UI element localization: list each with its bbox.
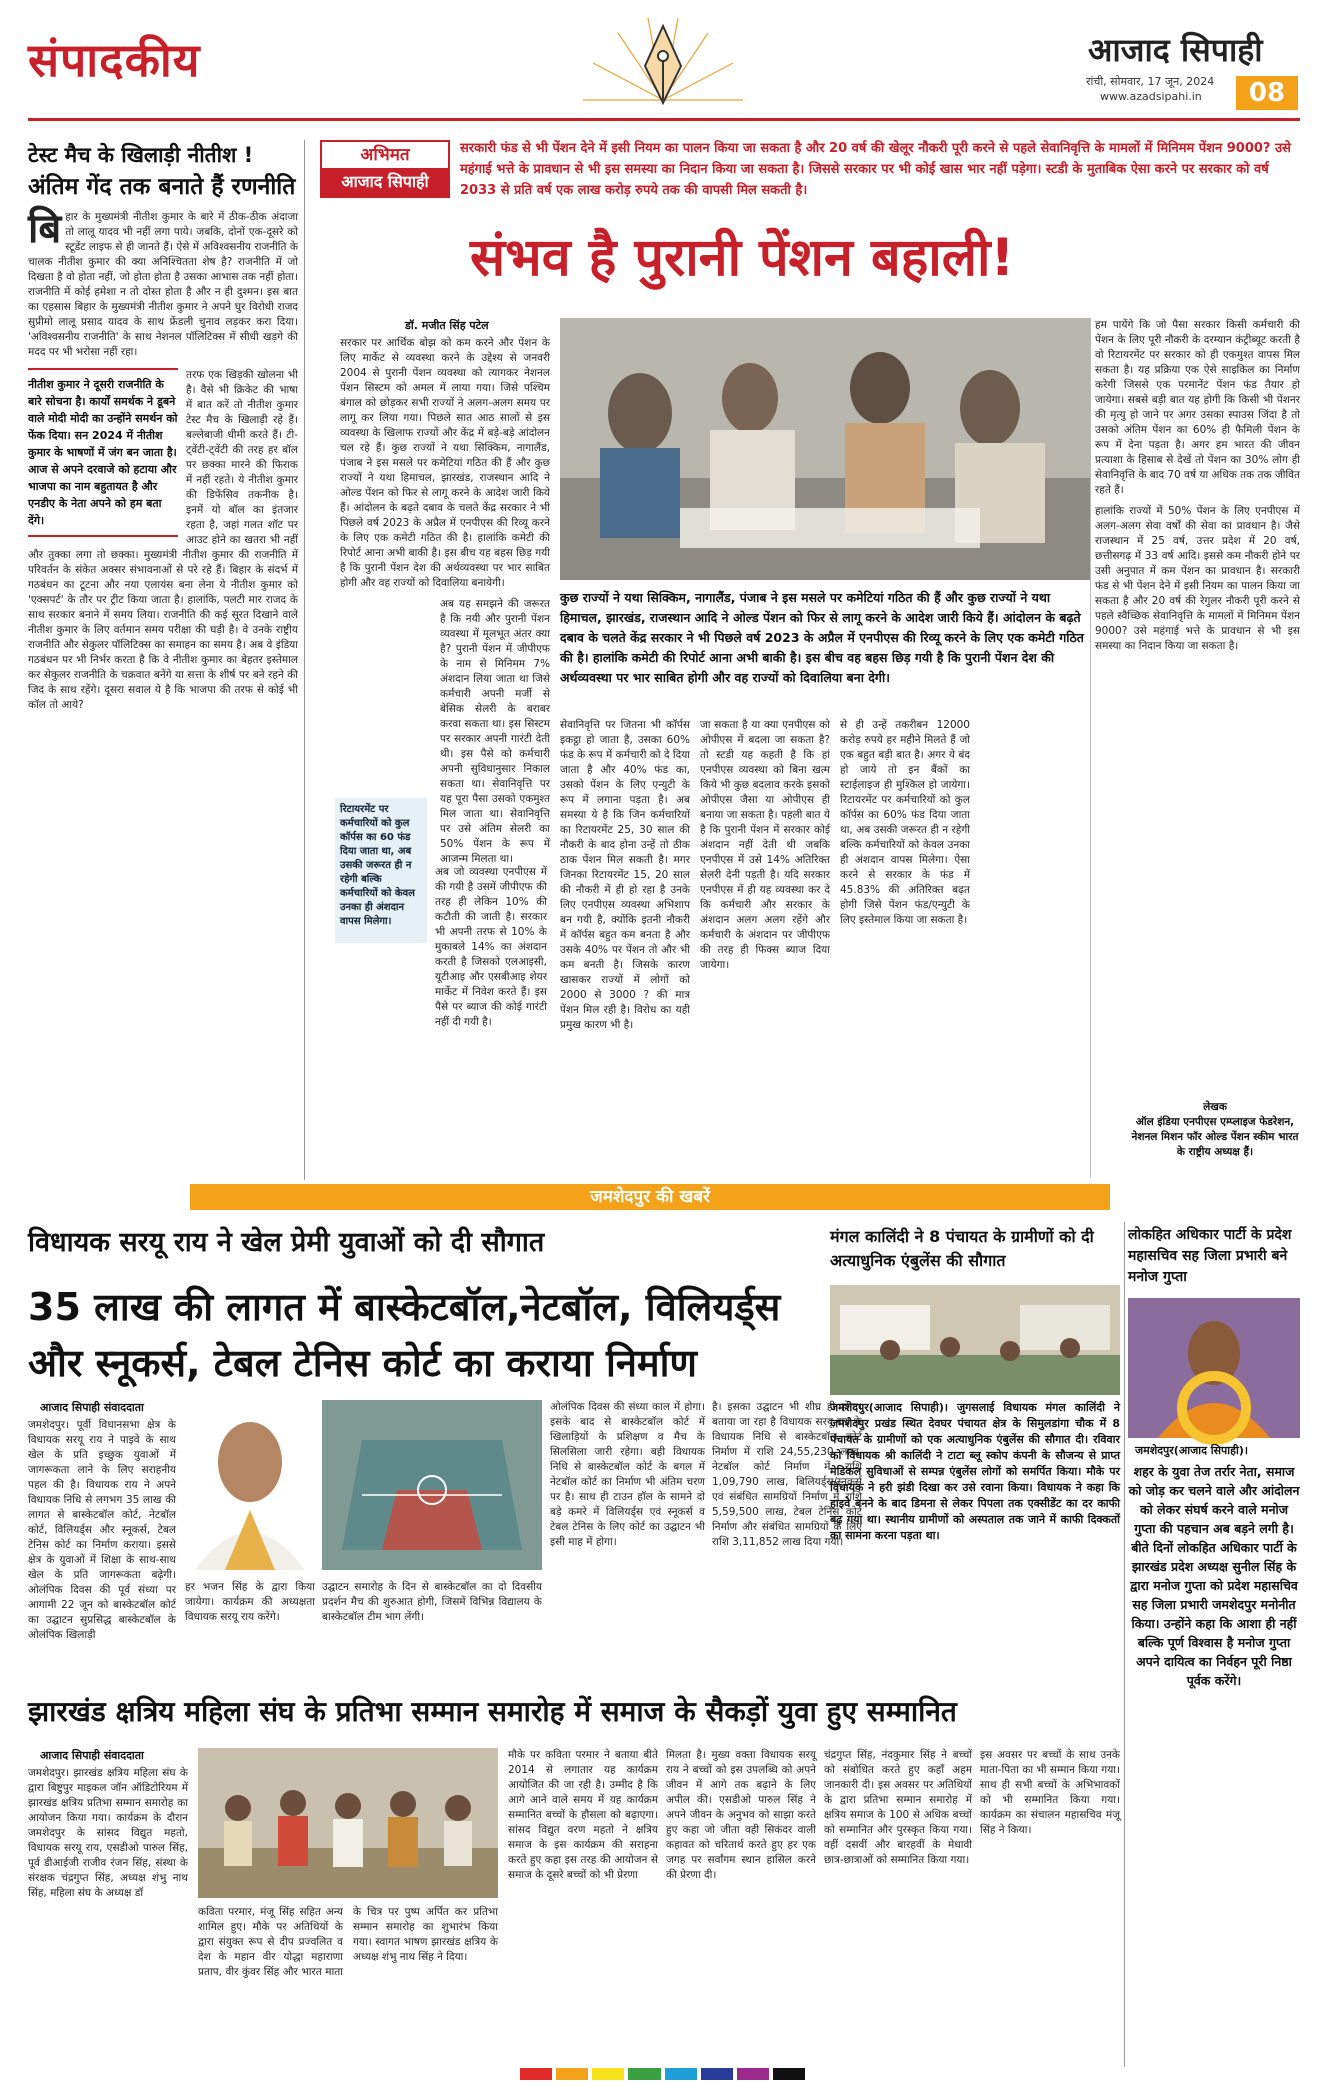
deck: सरकारी फंड से भी पेंशन देने में इसी नियम का पालन किया जा सकता है और 20 वर्ष की खेलूर नौकरी पूरी करने से पहले सेवानिवृत्ति के मामलों में मिनिमम पेंशन 9000? उसे महंगाई भत्ते के प्रावधान से भी इस समस्या का निदान किया जा सकता है। जिससे सरकार पर भी कोई खास भार नहीं पड़ेगा। स्टडी के मुताबिक ऐसा करने पर सरकार को वर्ष 2033 से प्रति वर्ष एक लाख करोड़ रुपये तक की वापसी मिल सकती है। [460, 141, 1291, 198]
felicitation-photo [198, 1748, 498, 1898]
ambulance-text: जमशेदपुर(आजाद सिपाही)। जुगसलाई विधायक मंगल कालिंदी ने जमशेदपुर प्रखंड स्थित देवघर पंचायत क्षेत्र के सिमुलडांगा चौक में 8 पंचायत के ग्रामीणों को एक अत्याधुनिक एंबुलेंस की सौगात दी। रविवार को विधायक श्री कालिंदी ने टाटा ब्लू स्कोप कंपनी के सौजन्य से प्राप्त मेडिकल सुविधाओं से सम्पन्न एंबुलेंस लोगों को समर्पित किया। मौके पर विधायक ने हरी झंडी दिखा कर उसे रवाना किया। विधायक ने कहा कि हाइवे बनने के बाद डिमना से लेकर पिपला तक एक्सीडेंट का दर काफी बढ़ गया था। स्थानीय ग्रामीणों को अस्पताल तक जाने में काफी दिक्कतों का सामना करना पड़ता था। [830, 1401, 1120, 1542]
kshatriya-column-1: जमशेदपुर। झारखंड क्षत्रिय महिला संघ के द्वारा बिष्टुपुर माइकल जॉन ऑडिटोरियम में झारखंड क्षत्रिय प्रतिभा सम्मान समारोह का आयोजन किया गया। कार्यक्रम के दौरान जमशेदपुर के सांसद विद्युत महतो, विधायक सरयू राय, एसडीओ पारुल सिंह, पूर्व डीआईजी राजीव रंजन सिंह, संस्था के संरक्षक चंद्रगुप्त सिंह, अध्यक्ष शंभु नाथ सिंह, महिला संघ के अध्यक्ष डॉ [28, 1767, 188, 1899]
opinion-label: अभिमत आजाद सिपाही [320, 140, 450, 198]
kshatriya-column-2: मौके पर कविता परमार ने बताया बीते 2014 से लगातार यह कार्यक्रम आयोजित की जा रही है। उम्मीद है कि आगे आने वाले समय में यह कार्यक्रम सम्मानित बच्चों के हौसला को बढ़ाएगा। सांसद विद्युत वरण महतो ने क्षत्रिय समाज के इस कार्यक्रम की सराहना करते हुए कहा इस तरह की आयोजन से समाज के दूसरे बच्चों को भी प्रेरणा [508, 1749, 658, 1881]
kshatriya-headline: झारखंड क्षत्रिय महिला संघ के प्रतिभा सम्मान समारोह में समाज के सैकड़ों युवा हुए सम्मानित [28, 1695, 957, 1728]
sports-byline: आजाद सिपाही संवाददाता [40, 1401, 144, 1414]
kshatriya-column-5: इस अवसर पर बच्चों के साथ उनके माता-पिता का भी सम्मान किया गया। साथ ही सभी बच्चों के अभिभावकों को भी सम्मानित किया गया। कार्यक्रम का संचालन महासचिव मंजू सिंह ने किया। [980, 1749, 1120, 1836]
headline: टेस्ट मैच के खिलाड़ी नीतीश ! [28, 143, 254, 167]
paper-name: आजाद सिपाही [1088, 31, 1263, 69]
lead-headline: संभव है पुरानी पेंशन बहाली! [470, 228, 1015, 288]
kshatriya-column-3: मिलता है। मुख्य वक्ता विधायक सरयू राय ने बच्चों को इस उपलब्धि को अपने जीवन में आगे तक बढ़ाने के लिए अपील की। एसडीओ पारुल सिंह ने अपने जीवन के अनुभव को साझा करते हुए कहा जो जीता वही सिकंदर वाली कहावत को चरितार्थ करते हुए हर एक जगह पर सर्वांगम स्थान हासिल करने की प्रेरणा दी। [666, 1749, 816, 1881]
masthead-rule [28, 118, 1300, 121]
sports-headline-1: 35 लाख की लागत में बास्केटबॉल,नेटबॉल, विलियर्ड्स [28, 1285, 781, 1329]
promotion-text: शहर के युवा तेज तर्रार नेता, समाज को जोड़ कर चलने वाले और आंदोलन को लेकर संघर्ष करने वाले मनोज गुप्ता की पहचान अब बड़ने लगी है। बीते दिनों लोकहित अधिकार पार्टी के झारखंड प्रदेश अध्यक्ष सुनील सिंह के द्वारा मनोज गुप्ता को प्रदेश महासचिव सह जिला प्रभारी जमशेदपुर मनोनीत किया। उन्होंने कहा कि आशा ही नहीं बल्कि पूर्ण विश्वास है मनोज गुप्ता अपने दायित्व का निर्वहन पूरी निष्ठा पूर्वक करेंगे। [1128, 1464, 1300, 1688]
pen-nib-sunburst-icon [563, 8, 763, 108]
manoj-gupta-photo [1128, 1298, 1300, 1438]
sports-column-2: ओलंपिक दिवस की संध्या काल में होगा। इसके बाद से बास्केटबॉल कोर्ट में खिलाड़ियों के प्रशिक्षण व मैच के सिलसिला जारी रहेगा। बही विधायक निधि से बास्केटबॉल कोर्ट के बगल में नेटबॉल कोर्ट का निर्माण भी अंतिम चरण पर है। साथ ही टाउन हॉल के सामने दो बड़े कमरे में विलियर्ड्स एवं स्नूकर्स व टेबल टेनिस के लिए कोर्ट का उद्घाटन भी इसी माह में होगा। [550, 1401, 705, 1548]
promotion-headline: लोकहित अधिकार पार्टी के प्रदेश महासचिव सह जिला प्रभारी बने मनोज गुप्ता [1128, 1227, 1292, 1285]
masthead [0, 0, 1325, 118]
kshatriya-caption: कविता परमार, मंजू सिंह सहित अन्य शामिल हुए। मौके पर अतिथियों के द्वारा संयुक्त रूप से दीप प्रज्वलित व देश के महान वीर योद्धा महाराणा प्रताप, वीर कुंवर सिंह और भारत माता के चित्र पर पुष्प अर्पित कर प्रतिभा सम्मान समारोह का शुभारंभ किया गया। स्वागत भाषण झारखंड क्षत्रिय के अध्यक्ष शंभु नाथ सिंह ने दिया। [198, 1906, 498, 1978]
lead-column-1: सरकार पर आर्थिक बोझ को कम करने और पेंशन के लिए मार्केट से व्यवस्था करने के उद्देश्य से जनवरी 2004 से पुरानी पेंशन व्यवस्था को त्यागकर नेशनल पेंशन सिस्टम को अमल में लाया गया। जिसे पश्चिम बंगाल को छोड़कर सभी राज्यों ने अलग-अलग समय पर लागू कर लिया गया। पिछले सात आठ सालों से इस व्यवस्था के खिलाफ राज्यों और केंद्र में बड़े-बड़े आंदोलन चल रहे हैं। कुछ राज्यों ने यथा सिक्किम, नागालैंड, पंजाब ने इस मसले पर कमेटियां गठित की हैं और कुछ राज्यों ने यथा हिमाचल, झारखंड, राजस्थान आदि ने ओल्ड पेंशन को फिर से लागू करने के आदेश जारी किये हैं। आंदोलन के बढ़ते दबाव के चलते केंद्र सरकार ने भी पिछले वर्ष 2023 के अप्रैल में एनपीएस की रिव्यू करने के लिए एक कमेटी गठित की है। हालांकि कमेटी की रिपोर्ट आना अभी बाकी है। इस बीच यह बहस छिड़ गयी है कि पुरानी पेंशन देश की अर्थव्यवस्था पर भार साबित होगी और वह राज्यों को दिवालिया बनायेगी। अब यह समझने की जरूरत है कि नयी और पुरानी पेंशन व्यवस्था में मूलभूत अंतर क्या है? पुरानी पेंशन में जीपीएफ के नाम से मिनिमम 7% अंशदान लिया जाता था जिसे कर्मचारी अपनी मर्जी से बेसिक सेलरी के बराबर करवा सकता था। इस सिस्टम पर सरकार अपनी गारंटी देती थी। इस पैसे को कर्मचारी अपनी सुविधानुसार निकाल सकता था। सेवानिवृत्ति पर यह पूरा पैसा उसको एकमुश्त मिल जाता था। सेवानिवृत्ति पर उसे अंतिम सेलरी का 50% पेंशन के रूप में आजन्म मिलता था। [340, 337, 550, 865]
court-illustration [322, 1400, 542, 1570]
section-title: संपादकीय [28, 33, 201, 87]
lead-column-3: सेवानिवृत्ति पर जितना भी कॉर्पस इकट्ठा हो जाता है, उसका 60% फंड के रूप में कर्मचारी को दे दिया जाता है और 40% फंड का, उसको पेंशन के लिए एन्युटी के रूप में लगाना पड़ता है। अब समस्या ये है कि जिन कर्मचारियों का रिटायरमेंट 25, 30 साल की नौकरी के बाद होना उन्हें तो ठीक ठाक पेंशन मिल सकती है। मगर जिनका रिटायरमेंट 15, 20 साल की नौकरी में ही हो रहा है उनके लिए एनपीएस व्यवस्था अभिशाप बन गयी है, क्योंकि इतनी नौकरी में कॉर्पस बहुत कम बनता है और उसके 40% पर पेंशन तो और भी कम बनती है। जिसके कारण खासकर राज्यों में लोगों को 2000 से 3000 ? की मात्र पेंशन मिल रही है। विरोध का यही प्रमुख कारण भी है। [560, 719, 690, 1031]
left-article [28, 140, 298, 1180]
ambulance-headline: मंगल कालिंदी ने 8 पंचायत के ग्रामीणों को दी अत्याधुनिक एंबुलेंस की सौगात [830, 1227, 1094, 1270]
lead-column-5: से ही उन्हें तकरीबन 12000 करोड़ रुपये हर महीने मिलते हैं जो एक बहुत बड़ी बात है। अगर ये बंद हो जाये तो इन बैंकों का स्टाईलाइज ही मुश्किल हो जायेगा। रिटायरमेंट पर कर्मचारियों को कुल कॉर्पस का 60% फंड दिया जाता था, अब उसकी जरूरत ही न रहेगी बल्कि कर्मचारियों को केवल उनका ही अंशदान वापस मिलेगा। ऐसा करने से सरकार के फंड में 45.83% की अतिरिक्त बढ़त होगी जिसे पेंशन फंड/एन्युटी के लिए इस्तेमाल किया जा सकता है। [840, 719, 970, 926]
crowd-illustration [830, 1285, 1120, 1395]
body-paragraph: हार के मुख्यमंत्री नीतीश कुमार के बारे में ठीक-ठीक अंदाजा तो लालू यादव भी नहीं लगा पाये। जबकि, दोनों एक-दूसरे को स्टूडेंट लाइफ से ही जानते हैं। ऐसे में अविश्वसनीय राजनीति के चालक नीतीश कुमार की क्या अनिश्चितता शेष है? राजनीति में जो दिखता है वो होता नहीं, जो होता होता है उसका आभास तक नहीं होता। राजनीति में कोई हमेशा न तो दोस्त होता है और न ही दुश्मन। इस बात का एहसास बिहार के मुख्यमंत्री नीतीश कुमार ने अपने घुर विरोधी राजद सुप्रीमो लालू प्रसाद यादव के साथ फ्रेंडली चुनाव लड़कर करा दिया। 'अविश्वसनीय राजनीति' के साथ नेशनल पॉलिटिक्स में सीधी खड़गे की मदद पर भी भरोसा नहीं रहा। [28, 211, 298, 358]
subheadline: अंतिम गेंद तक बनाते हैं रणनीति [28, 174, 296, 200]
saryu-roy-photo [185, 1400, 315, 1570]
column-divider [1124, 1222, 1125, 2067]
side-note-box: रिटायरमेंट पर कर्मचारियों को कुल कॉर्पस का 60 फंड दिया जाता था, अब उसकी जरूरत ही न रहेगी बल्कि कर्मचारियों को केवल उनका ही अंशदान वापस मिलेगा। [335, 798, 427, 943]
website: www.azadsipahi.in [1100, 90, 1202, 103]
body-paragraph: तरफ एक खिड़की खोलना भी है। वैसे भी क्रिकेट की भाषा में बात करें तो नीतीश कुमार टेस्ट मैच के खिलाड़ी रहे हैं। बल्लेबाजी धीमी करते हैं। टी-ट्वेंटी-ट्वेंटी की तरह हर बॉल पर छक्का मारने की फिराक में नहीं रहते। ये नीतीश कुमार की डिफेंसिव तकनीक है। इनमें यो बॉल का इंतजार रहता है, जहां गलत शॉट पर आउट होने का खतरा भी नहीं और तुक्का लगा तो छक्का। मुख्यमंत्री नीतीश कुमार की राजनीति में परिवर्तन के संकेत अक्सर संभावनाओं से परे रहे हैं। बिहार के संदर्भ में गठबंधन का टूटना और नया एलायंस बना लेना ये नीतीश कुमार को 'एक्सपर्ट' के तौर पर ट्रीट किया जाता है। हालांकि, पलटी मार राजद के साथ सरकार बनाने में समय लिया। राजनीति की कई सूरत दिखाने वाले नीतीश कुमार के लिए वर्तमान समय परीक्षा की घड़ी है। वे उनके राष्ट्रीय राजनीति और सेकुलर पॉलिटिक्स का समाहन का समय है। अब वे इंडिया गठबंधन पर भी निर्भर करता है कि वे नीतीश कुमार का बेहतर इस्तेमाल कर सेकुलर राजनीति के चक्रवात बनेंगे या सत्ता के शीर्ष पर बने रहने की जिद के साथ रहेंगे। दूसरा सवाल ये है कि भाजपा की तरफ से कोई भी कॉल तो आये? [28, 369, 298, 711]
dropcap: बि [28, 206, 62, 252]
pull-quote: नीतीश कुमार ने दूसरी राजनीति के बारे सोचना है। कार्यों समर्थक ने डूबने वाले मोदी मोदी का उन्होंने समर्थन को फेंक दिया। सन 2024 में नीतीश कुमार के भाषणों में जंग बन जाता है। आज से अपने दरवाजे को हटाया और भाजपा का नाम बहुतायत है और एनडीए के नेता अपने को हम बता देंगे। [28, 368, 178, 537]
photo-caption: कुछ राज्यों ने यथा सिक्किम, नागालैंड, पंजाब ने इस मसले पर कमेटियां गठित की हैं और कुछ राज्यों ने यथा हिमाचल, झारखंड, राजस्थान आदि ने ओल्ड पेंशन को फिर से लागू करने के आदेश जारी किये हैं। आंदोलन के बढ़ते दबाव के चलते केंद्र सरकार ने भी पिछले वर्ष 2023 के अप्रैल में एनपीएस की रिव्यू करने के लिए एक कमेटी गठित की है। हालांकि कमेटी की रिपोर्ट आना अभी बाकी है। इस बीच वह बहस छिड़ गयी है कि पुरानी पेंशन देश की अर्थव्यवस्था पर भार साबित होगी और वह राज्यों को दिवालिया बना देगी। [560, 590, 1084, 685]
sports-column-3: है। इसका उद्घाटन भी शीघ्र ही होगा। बताया जा रहा है विधायक सरयू राय के विधायक निधि से बास्केटबॉल कोर्ट निर्माण में राशि 24,55,230 लाख, नेटबॉल कोर्ट निर्माण में राशि 1,09,790 लाख, बिलियर्ड्स/स्नूकर्स एवं संबंधित सामग्रियों निर्माण में राशि 5,59,500 लाख, टेबल टेनिस कोर्ट निर्माण और संबंधित सामग्रियों के लिए राशि 3,11,852 लाख दिया गया। [712, 1401, 862, 1548]
dateline: रांची, सोमवार, 17 जून, 2024 [1086, 75, 1215, 88]
sports-headline-2: और स्नूकर्स, टेबल टेनिस कोर्ट का कराया निर्माण [28, 1341, 697, 1385]
stage-group-illustration [198, 1748, 498, 1898]
column-divider [304, 140, 305, 1180]
kshatriya-byline: आजाद सिपाही संवाददाता [40, 1749, 144, 1762]
portrait-illustration [185, 1400, 315, 1570]
basketball-court-photo [322, 1400, 542, 1570]
sports-column-1: जमशेदपुर। पूर्वी विधानसभा क्षेत्र के विधायक सरयू राय ने पाइवे के साथ खेल के प्रति इच्छुक युवाओं में जागरूकता लाने के लिए सराहनीय पहल की है। विधायक राय ने अपने विधायक निधि से लगभग 35 लाख की लागत से बास्केटबॉल कोर्ट, नेटबॉल कोर्ट, विलियर्ड्स और स्नूकर्स, टेबल टेनिस कोर्ट का निर्माण कराया। इससे क्षेत्र के युवाओं में शिक्षा के साथ-साथ खेल के प्रति जागरूकता बढ़ेगी। ओलंपिक दिवस की पूर्व संध्या पर आगामी 22 जून को बास्केटबॉल कोर्ट का उद्घाटन सुप्रसिद्ध बास्केटबॉल के ओलंपिक खिलाड़ी [28, 1419, 176, 1641]
garlanded-portrait-illustration [1128, 1298, 1300, 1438]
column-divider [1090, 318, 1091, 1178]
lead-column-4: जा सकता है या क्या एनपीएस को ओपीएस में बदला जा सकता है? तो स्टडी यह कहती है कि हां एनपीएस व्यवस्था को बिना खत्म किये भी कुछ बदलाव करके इसको ओपीएस जैसा या ओपीएस ही बनाया जा सकता है। पहली बात ये है कि पुरानी पेंशन में सरकार कोई अंशदान नहीं देती थी जबकि एनपीएस में उसे 14% अतिरिक्त सेलरी देनी पड़ती है। यदि सरकार एनपीएस में ही यह व्यवस्था कर दे कि कर्मचारी और सरकार के अंशदान अलग अलग रहेंगे और कर्मचारी के अंशदान पर जीपीएफ की तरह ही फिक्स ब्याज दिया जायेगा। [700, 719, 830, 971]
byline: डॉ. मजीत सिंह पटेल [405, 319, 489, 332]
lead-column-6: हम पायेंगे कि जो पैसा सरकार किसी कर्मचारी की पेंशन के लिए पूरी नौकरी के दरम्यान कंट्रीब्यूट करती है वो रिटायरमेंट पर सरकार को ही एकमुश्त वापस मिल सकता है। यह प्रक्रिया एक ऐसे साइकिल का निर्माण करेगी जिससे एक परमानेंट पेंशन फंड तैयार हो जायेगा। सबसे बड़ी बात यह होगी कि किसी भी पेंशनर की मृत्यु हो जाने पर अगर उसका स्पाउस जिंदा है तो उसको अंतिम पेंशन का 60% ही फैमिली पेंशन के रूप में देना पड़ता है। अगर हम भारत की जीवन प्रत्याशा के हिसाब से देखें तो पेंशन का 30% लोग ही सेवानिवृत्ति के बाद 70 वर्ष या अधिक तक तक जीवित रहते हैं। हालांकि राज्यों में 50% पेंशन के लिए एनपीएस में अलग-अलग सेवा वर्षों की सेवा का प्रावधान है। जैसे राजस्थान में 25 वर्ष, उत्तर प्रदेश में 20 वर्ष, छत्तीसगढ़ में 33 वर्ष आदि। इससे कम नौकरी होने पर उसी अनुपात में कम पेंशन का प्रावधान है। सरकारी फंड से भी पेंशन देने में इसी नियम का पालन किया जा सकता है और 20 वर्ष की रेगुलर नौकरी पूरी करने से पहले स्वैच्छिक सेवानिवृत्ति के मामलों में मिनिमम पेंशन 9000? उसे महंगाई भत्ते के प्रावधान से भी इस समस्या का निदान किया जा सकता है। [1095, 319, 1300, 652]
promotion-caption: जमशेदपुर(आजाद सिपाही)। [1135, 1444, 1249, 1457]
kshatriya-column-4: चंद्रगुप्त सिंह, नंदकुमार सिंह ने बच्चों को संबोधित करते हुए कहाँ अहम जानकारी दी। इस अवसर पर अतिथियों के द्वारा प्रतिभा सम्मान समारोह में क्षत्रिय समाज के 100 से अधिक बच्चों को सम्मानित और पुरस्कृत किया गया। वहीं दसवीं और बारहवीं के मेधावी छात्र-छात्राओं को सम्मानित किया गया। [824, 1749, 972, 1866]
people-at-desk-illustration [560, 318, 1090, 580]
sports-caption-1: हर भजन सिंह के द्वारा किया जायेगा। कार्यक्रम की अध्यक्षता विधायक सरयू राय करेंगे। [185, 1581, 315, 1623]
sports-subheadline: विधायक सरयू राय ने खेल प्रेमी युवाओं को दी सौगात [28, 1227, 545, 1258]
ambulance-photo [830, 1285, 1120, 1395]
sports-caption-2: उद्घाटन समारोह के दिन से बास्केटबॉल का दो दिवसीय प्रदर्शन मैच की शुरुआत होगी, जिसमें विभिन्न विद्यालय के बास्केटबॉल टीम भाग लेंगी। [322, 1581, 542, 1623]
lead-column-2: अब जो व्यवस्था एनपीएस में की गयी है उसमें जीपीएफ की तरह ही लेकिन 10% की कटौती की जाती है। सरकार भी अपनी तरफ से 10% के मुकाबले 14% का अंशदान करती है जिसको एलआइसी, यूटीआइ और एसबीआइ शेयर मार्केट में निवेश करते हैं। इस पैसे पर ब्याज की कोई गारंटी नहीं दी गयी है। [435, 866, 547, 1028]
pension-office-photo [560, 318, 1090, 580]
author-note: लेखक ऑल इंडिया एनपीएस एम्प्लाइज फेडरेशन, नेशनल मिशन फॉर ओल्ड पेंशन स्कीम भारत के राष्ट्रीय अध्यक्ष हैं। [1131, 1101, 1299, 1158]
page-number: 08 [1236, 76, 1298, 110]
section-band: जमशेदपुर की खबरें [190, 1184, 1110, 1210]
registration-marks [520, 2068, 805, 2080]
